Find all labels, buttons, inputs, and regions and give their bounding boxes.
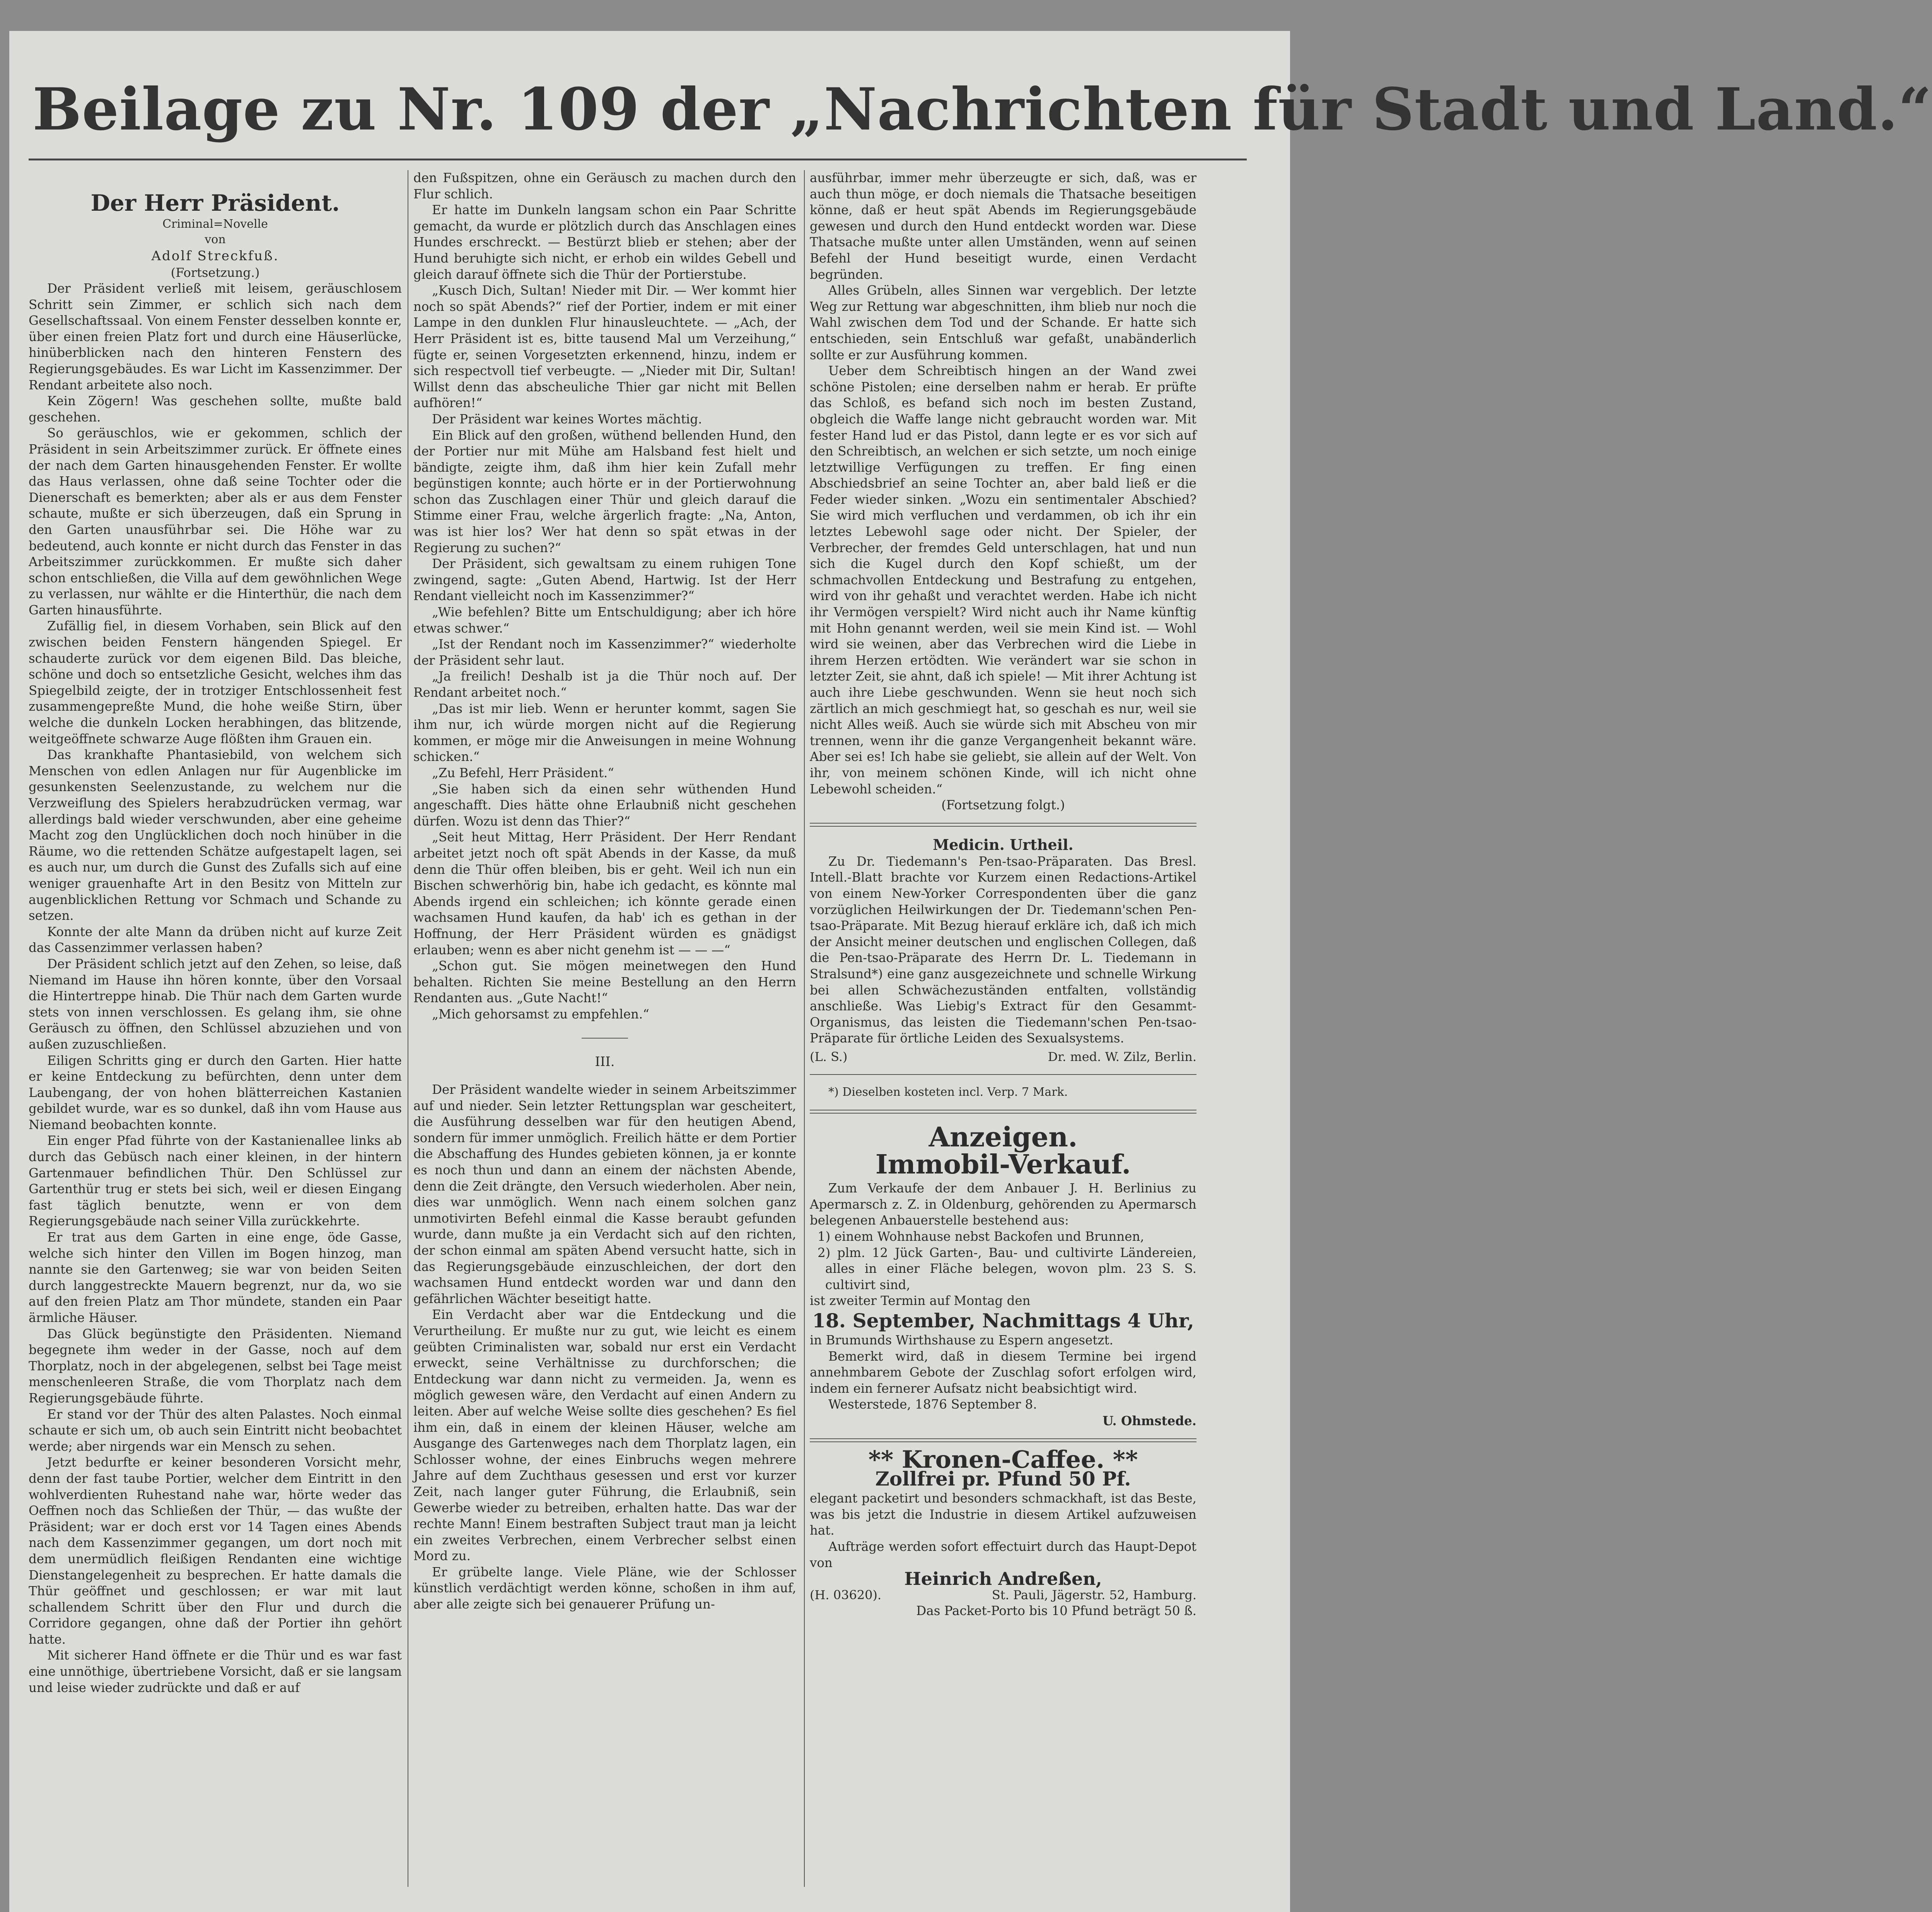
- paragraph: „Seit heut Mittag, Herr Präsident. Der Herr Rendant arbeitet jetzt noch oft spät Abends in der Kasse, da muß denn die Thür offen bleiben, bis er geht. Weil ich nun ein Bischen schwerhörig bin, habe ich gedacht, es könnte mal Abends irgend ein schleichen; ich könnte gerade einen wachsamen Hund kaufen, da hab' ich es gethan in der Hoffnung, der Herr Präsident würden es gnädigst erlauben; wenn es aber nicht genehm ist — — —“: [413, 830, 796, 957]
- separator: [810, 823, 1196, 827]
- story-by: von: [205, 233, 226, 246]
- medical-text: Zu Dr. Tiedemann's Pen-tsao-Präparaten. Das Bresl. Intell.-Blatt brachte vor Kurzem einen Redactions-Artikel von einem New-Yorker Correspondenten über die ganz vorzüglichen Heilwirkungen der Dr. Tiedemann'schen Pen-tsao-Präparate. Mit Bezug hierauf erkläre ich, daß ich mich der Ansicht meiner deutschen und englischen Collegen, daß die Pen-tsao-Präparate des Herrn Dr. L. Tiedemann in Stralsund*) eine ganz ausgezeichnete und schnelle Wirkung bei allen Schwächezuständen entfalten, vollständig anschließe. Was Liebig's Extract für den Gesammt-Organismus, das leisten die Tiedemann'schen Pen-tsao-Präparate für örtliche Leiden des Sexualsystems.: [810, 854, 1196, 1046]
- paragraph: So geräuschlos, wie er gekommen, schlich der Präsident in sein Arbeitszimmer zurück. Er öffnete eines der nach dem Garten hinausgehenden Fenster. Er wollte das Haus verlassen, ohne daß seine Tochter oder die Dienerschaft es bemerkten; aber als er aus dem Fenster schaute, mußte er sich überzeugen, daß ein Sprung in den Garten unausführbar sei. Die Höhe war zu bedeutend, auch konnte er nicht durch das Fenster in das Arbeitszimmer zurückkommen. Er mußte sich daher schon entschließen, die Villa auf dem gewöhnlichen Wege zu verlassen, nur wählte er die Hinterthür, die nach dem Garten hinausführte.: [29, 426, 402, 617]
- story-continuation: (Fortsetzung.): [171, 265, 260, 280]
- kaffee-heading: ** Kronen-Caffee. **: [868, 1445, 1138, 1474]
- medical-signature-row: [810, 1049, 1196, 1065]
- company-name: Heinrich Andreßen,: [904, 1568, 1102, 1590]
- paragraph: Mit sicherer Hand öffnete er die Thür und es war fast eine unnöthige, übertriebene Vorsicht, daß er sie langsam und leise wieder zudrückte und daß er auf: [29, 1648, 402, 1695]
- column-3: [810, 170, 1196, 1619]
- paragraph: Er hatte im Dunkeln langsam schon ein Paar Schritte gemacht, da wurde er plötzlich durch das Anschlagen eines Hundes erschreckt. — Bestürzt blieb er stehen; aber der Hund beruhigte sich nicht, er erhob ein wildes Gebell und gleich darauf öffnete sich die Thür der Portierstube.: [413, 203, 796, 282]
- immobil-text: Zum Verkaufe der dem Anbauer J. H. Berlinius zu Apermarsch z. Z. in Oldenburg, gehörenden zu Apermarsch belegenen Anbauerstelle bestehend aus:: [810, 1181, 1196, 1228]
- paragraph: „Zu Befehl, Herr Präsident.“: [432, 765, 614, 780]
- immobil-item: 1) einem Wohnhause nebst Backofen und Brunnen,: [818, 1229, 1144, 1244]
- story-title: Der Herr Präsident.: [90, 190, 340, 216]
- immobil-item: 2) plm. 12 Jück Garten-, Bau- und cultivirte Ländereien, alles in einer Fläche belegen, wovon plm. 23 S. S. cultivirt sind,: [818, 1245, 1196, 1292]
- paragraph: Konnte der alte Mann da drüben nicht auf kurze Zeit das Cassenzimmer verlassen haben?: [29, 924, 402, 955]
- section-rule: [582, 1038, 628, 1039]
- kaffee-orders: Aufträge werden sofort effectuirt durch das Haupt-Depot von: [810, 1539, 1196, 1570]
- paragraph: Alles Grübeln, alles Sinnen war vergeblich. Der letzte Weg zur Rettung war abgeschnitten, ihm blieb nur noch die Wahl zwischen dem Tod und der Schande. Er hatte sich entschieden, sein Entschluß war gefaßt, unabänderlich sollte er zur Ausführung kommen.: [810, 283, 1196, 362]
- column-divider: [804, 170, 805, 1887]
- story-subtitle: Criminal=Novelle: [162, 217, 268, 231]
- separator: [810, 1110, 1196, 1114]
- column-1: [29, 170, 402, 1696]
- paragraph: „Schon gut. Sie mögen meinetwegen den Hund behalten. Richten Sie meine Bestellung an den Herrn Rendanten aus. „Gute Nacht!“: [413, 959, 796, 1006]
- paragraph: „Mich gehorsamst zu empfehlen.“: [432, 1006, 649, 1022]
- ads-heading: Anzeigen.: [928, 1121, 1078, 1153]
- paragraph: Ein enger Pfad führte von der Kastanienallee links ab durch das Gebüsch nach einer kleinen, in der hintern Gartenmauer befindlichen Thür. Den Schlüssel zur Gartenthür trug er stets bei sich, weil er diesen Eingang fast täglich benutzte, wenn er von dem Regierungsgebäude nach seiner Villa zurückkehrte.: [29, 1133, 402, 1229]
- paragraph: „Wie befehlen? Bitte um Entschuldigung; aber ich höre etwas schwer.“: [413, 605, 796, 636]
- section-number: III.: [595, 1054, 615, 1070]
- immobil-heading: Immobil-Verkauf.: [875, 1149, 1131, 1180]
- paragraph: Der Präsident schlich jetzt auf den Zehen, so leise, daß Niemand im Hause ihn hören konnte, über den Vorsaal die Hintertreppe hinab. Die Thür nach dem Garten wurde stets von innen verschlossen. Es gelang ihm, sie ohne Geräusch zu öffnen, den Schlüssel abzuziehen und von außen zuzuschließen.: [29, 956, 402, 1052]
- paragraph: Kein Zögern! Was geschehen sollte, mußte bald geschehen.: [29, 394, 402, 425]
- postage: Das Packet-Porto bis 10 Pfund beträgt 50 ß.: [916, 1603, 1196, 1619]
- paragraph: Jetzt bedurfte er keiner besonderen Vorsicht mehr, denn der fast taube Portier, welcher dem Eintritt in den wohlverdienten Ruhestand nahe war, hörte weder das Oeffnen noch das Schließen der Thür, — das wußte der Präsident; war er doch erst vor 14 Tagen eines Abends nach dem Kassenzimmer gegangen, um dort noch mit dem unermüdlich fleißigen Rendanten eine wichtige Dienstangelegenheit zu besprechen. Er hatte damals die Thür geöffnet und geschlossen; er war mit laut schallendem Schritt über den Flur und durch die Corridore gegangen, ohne daß der Portier ihn gehört hatte.: [29, 1455, 402, 1647]
- paragraph: Ein Verdacht aber war die Entdeckung und die Verurtheilung. Er mußte nur zu gut, wie leicht es einem geübten Criminalisten war, sobald nur erst ein Verdacht erweckt, seine Verhältnisse zu durchforschen; die Entdeckung war dann nicht zu vermeiden. Ja, wenn es möglich gewesen wäre, den Verdacht auf einen Andern zu leiten. Aber auf welche Weise sollte dies geschehen? Es fiel ihm ein, daß in einem der kleinen Häuser, welche am Ausgange des Gartenweges nach dem Thorplatz lagen, ein Schlosser wohne, der eines Einbruchs wegen mehrere Jahre auf dem Zuchthaus gesessen und erst vor kurzer Zeit, nach langer guter Führung, die Erlaubniß, sein Gewerbe wieder zu betreiben, erhalten hatte. Das war der rechte Mann! Einem bestraften Subject traut man ja leicht ein zweites Verbrechen, einem Verbrecher selbst einen Mord zu.: [413, 1307, 796, 1564]
- separator: [810, 1438, 1196, 1442]
- address: St. Pauli, Jägerstr. 52, Hamburg.: [992, 1587, 1196, 1602]
- paragraph: den Fußspitzen, ohne ein Geräusch zu machen durch den Flur schlich.: [413, 171, 796, 201]
- paragraph: Er trat aus dem Garten in eine enge, öde Gasse, welche sich hinter den Villen im Bogen hinzog, man nannte sie den Gartenweg; sie war von beiden Seiten durch langgestreckte Mauern begrenzt, nur da, wo sie auf den freien Platz am Thor mündete, standen ein Paar ärmliche Häuser.: [29, 1230, 402, 1325]
- paragraph: Zufällig fiel, in diesem Vorhaben, sein Blick auf den zwischen beiden Fenstern hängenden Spiegel. Er schauderte zurück vor dem eigenen Bild. Das bleiche, schöne und doch so entsetzliche Gesicht, welches ihm das Spiegelbild zeigte, der in trotziger Entschlossenheit fest zusammengepreßte Mund, die hohe weiße Stirn, über welche die dunkeln Locken herabhingen, das blitzende, weitgeöffnete schwarze Auge flößten ihm Grauen ein.: [29, 619, 402, 746]
- signature: Dr. med. W. Zilz, Berlin.: [1048, 1049, 1196, 1064]
- ad-code: (H. 03620).: [810, 1587, 882, 1602]
- kaffee-text: elegant packetirt und besonders schmackhaft, ist das Beste, was bis jetzt die Industrie in diesem Artikel aufzuweisen hat.: [810, 1491, 1196, 1538]
- masthead: Beilage zu Nr. 109 der „Nachrichten für Stadt und Land.“: [32, 75, 1932, 143]
- paragraph: ausführbar, immer mehr überzeugte er sich, daß, was er auch thun möge, er doch niemals die Thatsache beseitigen könne, daß er heut spät Abends im Regierungsgebäude gewesen und durch den Hund entdeckt worden war. Diese Thatsache mußte unter allen Umständen, wenn auf seinen Befehl der Hund beseitigt wurde, einen Verdacht begründen.: [810, 171, 1196, 282]
- kaffee-address-row: [810, 1587, 1196, 1603]
- kaffee-price: Zollfrei pr. Pfund 50 Pf.: [875, 1467, 1131, 1491]
- medical-heading: Medicin. Urtheil.: [933, 836, 1074, 853]
- newspaper-page: [9, 31, 1932, 1912]
- place-date: Westerstede, 1876 September 8.: [828, 1397, 1037, 1412]
- paragraph: „Das ist mir lieb. Wenn er herunter kommt, sagen Sie ihm nur, ich würde morgen nicht auf die Regierung kommen, er möge mir die Anweisungen in meine Wohnung schicken.“: [413, 701, 796, 764]
- paragraph: Er stand vor der Thür des alten Palastes. Noch einmal schaute er sich um, ob auch sein Eintritt nicht beobachtet werde; aber nirgends war ein Mensch zu sehen.: [29, 1407, 402, 1454]
- paragraph: Ein Blick auf den großen, wüthend bellenden Hund, den der Portier nur mit Mühe am Halsband fest hielt und bändigte, zeigte ihm, daß ihm hier kein Zufall mehr begünstigen konnte; auch hörte er in der Portierwohnung schon das Zuschlagen einer Thür und gleich darauf die Stimme einer Frau, welche ärgerlich fragte: „Na, Anton, was ist hier los? Wer hat denn so spät etwas in der Regierung zu suchen?“: [413, 428, 796, 555]
- footnote: *) Dieselben kosteten incl. Verp. 7 Mark.: [828, 1085, 1068, 1099]
- paragraph: „Sie haben sich da einen sehr wüthenden Hund angeschafft. Dies hätte ohne Erlaubniß nicht geschehen dürfen. Wozu ist denn das Thier?“: [413, 781, 796, 829]
- termin-intro: ist zweiter Termin auf Montag den: [810, 1293, 1031, 1308]
- termin-date: 18. September, Nachmittags 4 Uhr,: [812, 1309, 1194, 1332]
- paragraph: Ueber dem Schreibtisch hingen an der Wand zwei schöne Pistolen; eine derselben nahm er herab. Er prüfte das Schloß, es befand sich noch im besten Zustand, obgleich die Waffe lange nicht gebraucht worden war. Mit fester Hand lud er das Pistol, dann legte er es vor sich auf den Schreibtisch, an welchen er sich setzte, um noch einige letztwillige Verfügungen zu treffen. Er fing einen Abschiedsbrief an seine Tochter an, aber bald ließ er die Feder wieder sinken. „Wozu ein sentimentaler Abschied? Sie wird mich verfluchen und verdammen, ob ich ihr ein letztes Lebewohl sage oder nicht. Der Spieler, der Verbrecher, der fremdes Geld unterschlagen, hat und nun sich die Kugel durch den Kopf schießt, um der schmachvollen Entdeckung und Bestrafung zu entgehen, wird von ihr gehaßt und verachtet werden. Habe ich nicht ihr Vermögen verspielt? Wird nicht auch ihr Name künftig mit Hohn genannt werden, weil sie mein Kind ist. — Wohl wird sie weinen, aber das Verbrechen wird die Liebe in ihrem Herzen ertödten. Wie verändert war sie schon in letzter Zeit, sie ahnt, daß ich spiele! — Mit ihrer Achtung ist auch ihre Liebe geschwunden. Wenn sie heut noch sich zärtlich an mich geschmiegt hat, so geschah es nur, weil sie nicht Alles weiß. Auch sie würde sich mit Abscheu von mir trennen, wenn ihr die ganze Vergangenheit bekannt wäre. Aber sei es! Ich habe sie geliebt, sie allein auf der Welt. Von ihr, von meinem schönen Kinde, will ich nicht ohne Lebewohl scheiden.“: [810, 363, 1196, 797]
- signer: U. Ohmstede.: [1102, 1413, 1196, 1428]
- paragraph: „Ist der Rendant noch im Kassenzimmer?“ wiederholte der Präsident sehr laut.: [413, 637, 796, 668]
- separator: [810, 1074, 1196, 1075]
- termin-place: in Brumunds Wirthshause zu Espern angesetzt.: [810, 1333, 1113, 1347]
- immobil-note: Bemerkt wird, daß in diesem Termine bei irgend annehmbarem Gebote der Zuschlag sofort erfolgen wird, indem ein fernerer Aufsatz nicht beabsichtigt wird.: [810, 1349, 1196, 1396]
- masthead-rule: [29, 159, 1247, 160]
- paragraph: „Kusch Dich, Sultan! Nieder mit Dir. — Wer kommt hier noch so spät Abends?“ rief der Portier, indem er mit einer Lampe in den dunklen Flur hinausleuchtete. — „Ach, der Herr Präsident ist es, bitte tausend Mal um Verzeihung,“ fügte er, seinen Vorgesetzten erkennend, hinzu, indem er sich respectvoll tief verbeugte. — „Nieder mit Dir, Sultan! Willst denn das abscheuliche Thier gar nicht mit Bellen aufhören!“: [413, 283, 796, 411]
- paragraph: Der Präsident war keines Wortes mächtig.: [432, 411, 702, 426]
- paragraph: „Ja freilich! Deshalb ist ja die Thür noch auf. Der Rendant arbeitet noch.“: [413, 669, 796, 700]
- paragraph: Er grübelte lange. Viele Pläne, wie der Schlosser künstlich verdächtigt werden könne, schoßen in ihm auf, aber alle zeigte sich bei genauerer Prüfung un-: [413, 1564, 796, 1612]
- paragraph: Der Präsident, sich gewaltsam zu einem ruhigen Tone zwingend, sagte: „Guten Abend, Hartwig. Ist der Herr Rendant vielleicht noch im Kassenzimmer?“: [413, 556, 796, 604]
- paragraph: Das krankhafte Phantasiebild, von welchem sich Menschen von edlen Anlagen nur für Augenblicke im gesunkensten Seelenzustande, zu welchem nur die Verzweiflung des Spielers herabzudrücken vermag, war allerdings bald wieder verschwunden, aber eine geheime Macht zog den Unglücklichen doch noch hinüber in die Räume, wo die rettenden Schätze aufgestapelt lagen, sei es auch nur, um durch die Gunst des Zufalls sich auf eine weniger grauenhafte Art in den Besitz von Mitteln zur augenblicklichen Rettung vor Schmach und Schande zu setzen.: [29, 747, 402, 923]
- column-2: [413, 170, 796, 1613]
- to-be-continued: (Fortsetzung folgt.): [941, 798, 1065, 813]
- paragraph: Eiligen Schritts ging er durch den Garten. Hier hatte er keine Entdeckung zu befürchten, denn unter dem Laubengang, der von hohen blätterreichen Kastanien gebildet wurde, war es so dunkel, daß ihn vom Hause aus Niemand beobachten konnte.: [29, 1053, 402, 1132]
- seal: (L. S.): [810, 1049, 848, 1064]
- paragraph: Der Präsident verließ mit leisem, geräuschlosem Schritt sein Zimmer, er schlich sich nach dem Gesellschaftssaal. Von einem Fenster desselben konnte er, über einen freien Platz fort und durch eine Häuserlücke, hinüberblicken nach den hinteren Fenstern des Regierungsgebäudes. Es war Licht im Kassenzimmer. Der Rendant arbeitete also noch.: [29, 281, 402, 392]
- story-author: Adolf Streckfuß.: [151, 248, 279, 264]
- paragraph: Das Glück begünstigte den Präsidenten. Niemand begegnete ihm weder in der Gasse, noch auf dem Thorplatz, noch in der abgelegenen, selbst bei Tage meist menschenleeren Straße, die vom Thorplatz nach dem Regierungsgebäude führte.: [29, 1326, 402, 1405]
- paragraph: Der Präsident wandelte wieder in seinem Arbeitszimmer auf und nieder. Sein letzter Rettungsplan war gescheitert, die Ausführung desselben war für den heutigen Abend, sondern für immer unmöglich. Freilich hätte er dem Portier die Abschaffung des Hundes gebieten können, ja er konnte es noch thun und dann an einem der nächsten Abende, denn die Zeit drängte, den Versuch wiederholen. Aber nein, dies war unmöglich. Wenn nach einem solchen ganz unmotivirten Befehl einmal die Kasse beraubt gefunden wurde, dann mußte ja ein Verdacht sich auf den richten, der schon einmal am späten Abend versucht hatte, sich in das Regierungsgebäude einzuschleichen, der dort den wachsamen Hund entdeckt worden war und dann den gefährlichen Wächter beseitigt hatte.: [413, 1082, 796, 1306]
